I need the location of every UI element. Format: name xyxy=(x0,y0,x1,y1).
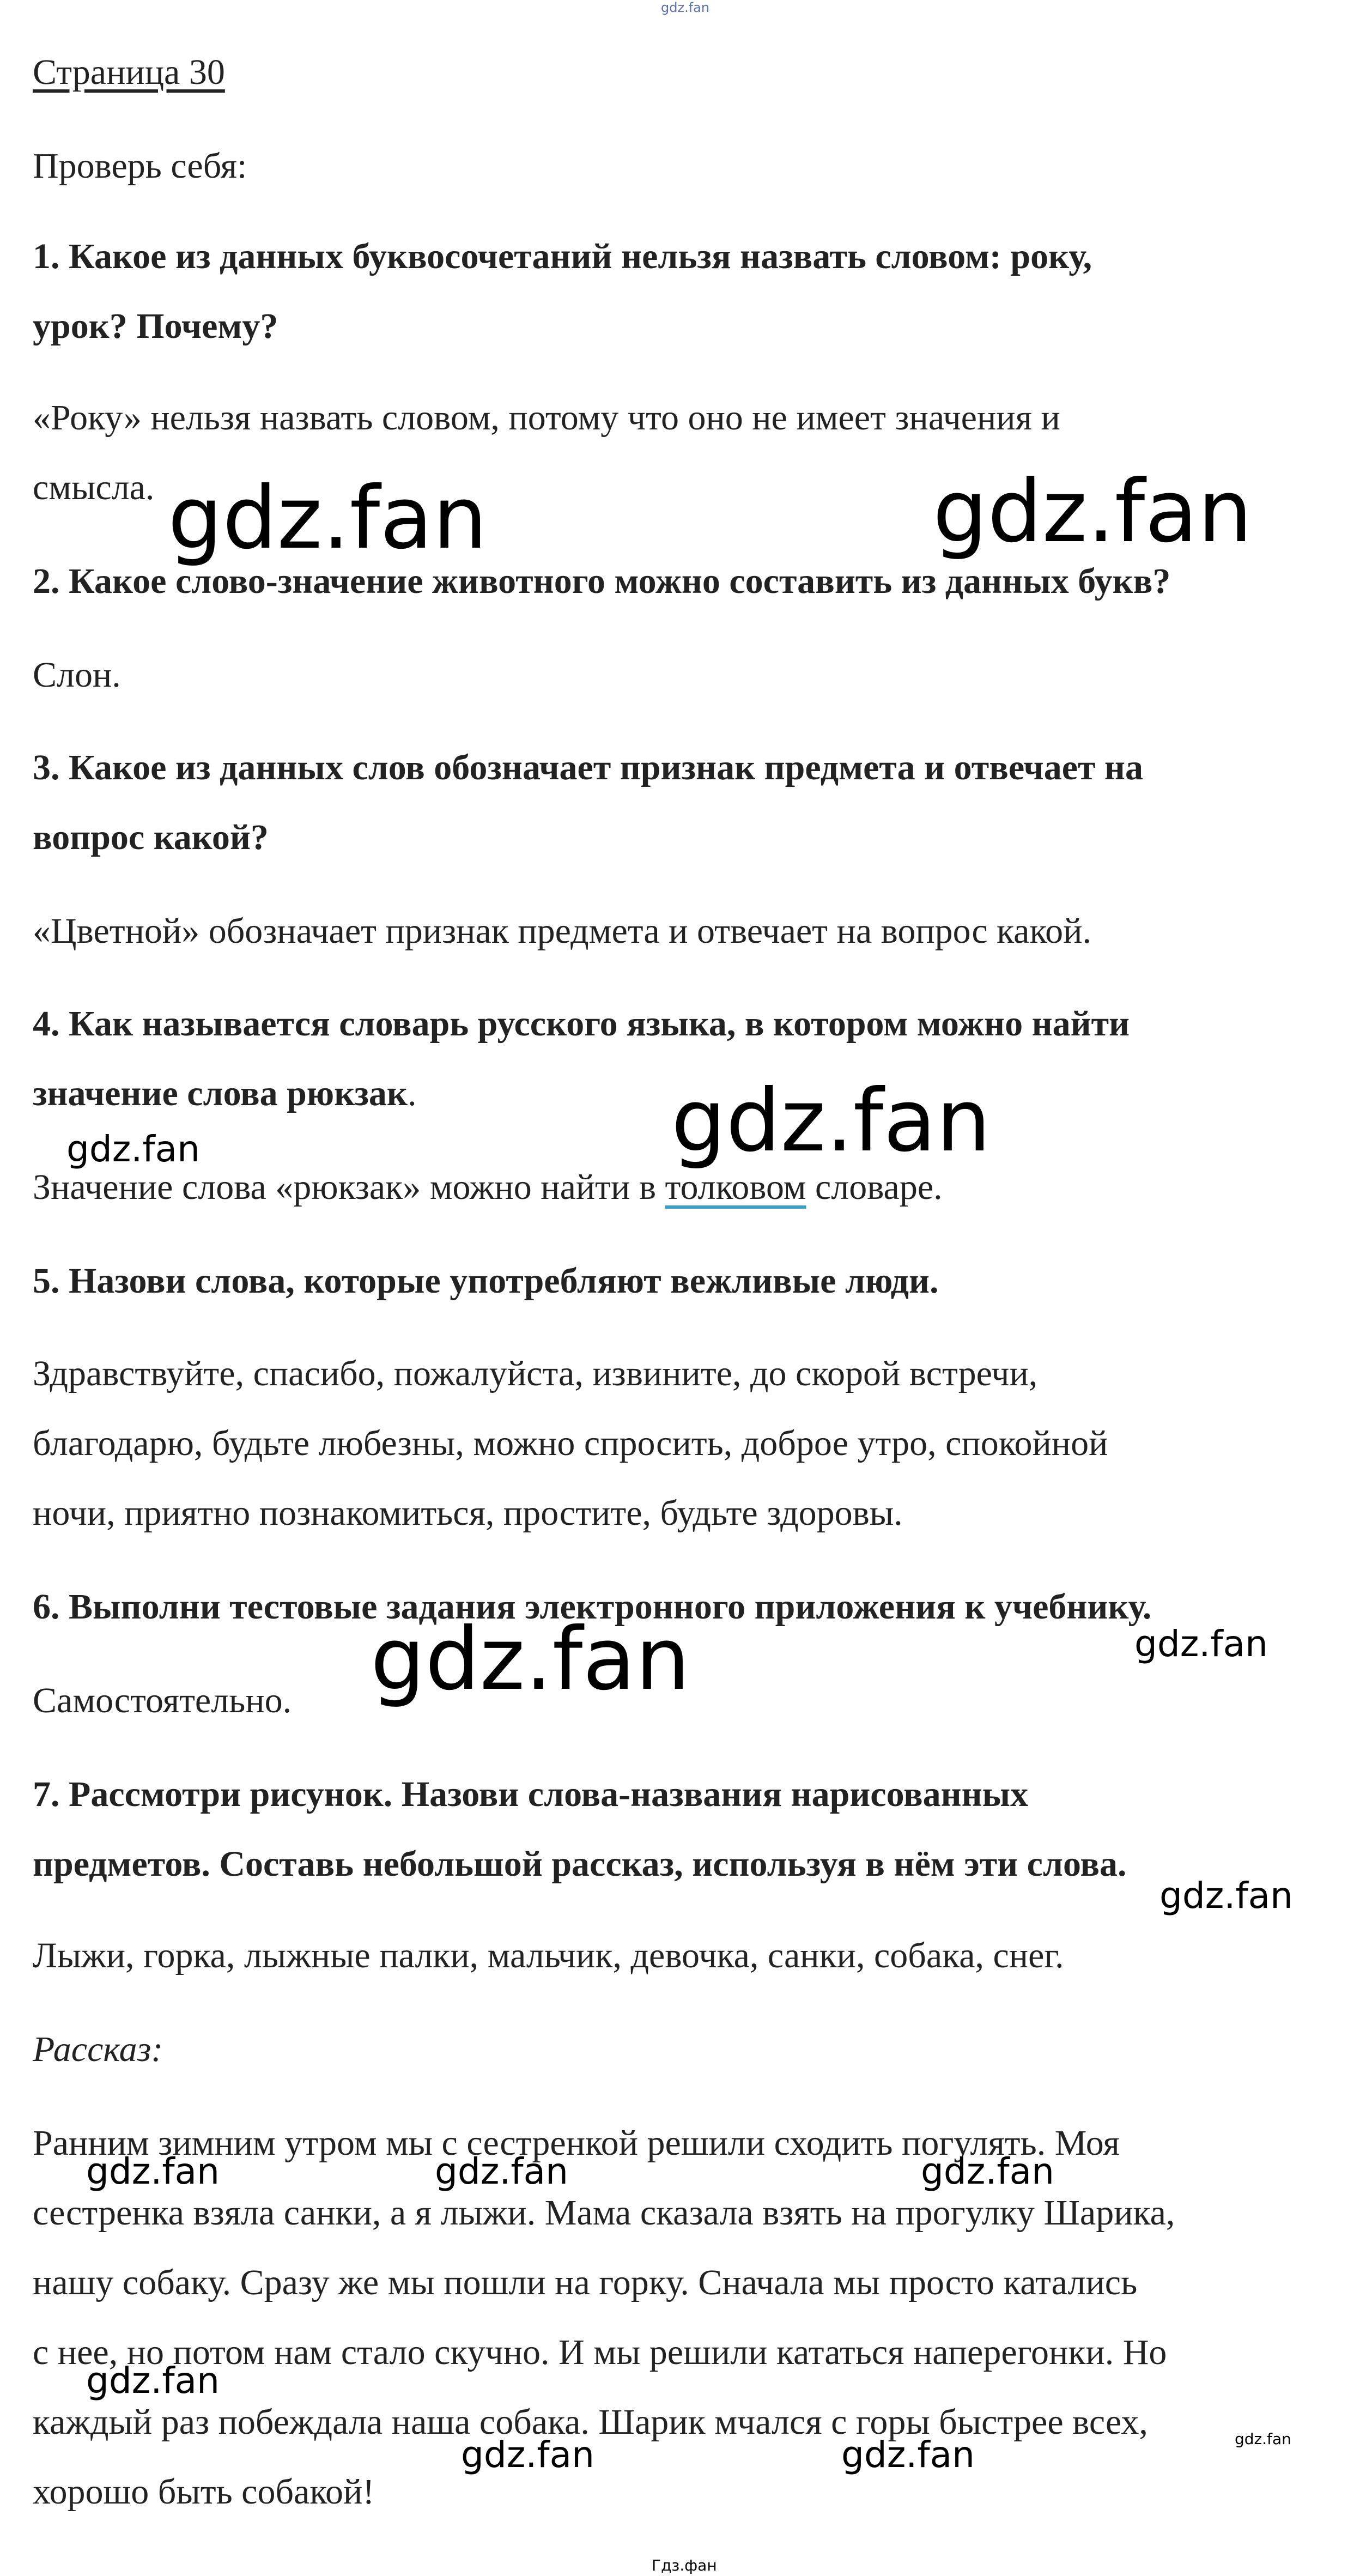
watermark-small: gdz.fan xyxy=(841,2434,975,2476)
question-4-text: значение слова рюкзак xyxy=(33,1074,408,1113)
page-title: Страница 30 xyxy=(33,52,225,92)
story-line-6: хорошо быть собакой! xyxy=(33,2472,375,2512)
answer-5-line-1: Здравствуйте, спасибо, пожалуйста, извините, до скорой встречи, xyxy=(33,1354,1038,1393)
answer-1-line-2: смысла. xyxy=(33,468,155,507)
question-4-period: . xyxy=(407,1074,417,1113)
question-5: 5. Назови слова, которые употребляют вежливые люди. xyxy=(33,1261,939,1301)
watermark-small: gdz.fan xyxy=(461,2434,594,2476)
watermark-tiny: gdz.fan xyxy=(1235,2430,1291,2448)
question-7-line-2: предметов. Составь небольшой рассказ, используя в нём эти слова. xyxy=(33,1844,1127,1884)
section-title: Проверь себя: xyxy=(33,146,247,186)
question-3-line-1: 3. Какое из данных слов обозначает признак предмета и отвечает на xyxy=(33,748,1143,787)
answer-4 xyxy=(33,1169,943,1205)
story-line-4: с нее, но потом нам стало скучно. И мы решили кататься наперегонки. Но xyxy=(33,2332,1167,2372)
answer-5-line-3: ночи, приятно познакомиться, простите, будьте здоровы. xyxy=(33,1493,903,1533)
answer-6: Самостоятельно. xyxy=(33,1681,292,1720)
story-heading: Рассказ: xyxy=(33,2029,163,2069)
answer-4-end: словаре. xyxy=(806,1167,943,1207)
watermark-small: gdz.fan xyxy=(86,2360,220,2402)
story-line-5: каждый раз побеждала наша собака. Шарик мчался с горы быстрее всех, xyxy=(33,2402,1148,2442)
question-1-line-1: 1. Какое из данных буквосочетаний нельзя назвать словом: року, xyxy=(33,237,1092,276)
watermark-small: gdz.fan xyxy=(1134,1623,1268,1665)
answer-5-line-2: благодарю, будьте любезны, можно спросить, доброе утро, спокойной xyxy=(33,1423,1108,1463)
answer-7-words: Лыжи, горка, лыжные палки, мальчик, девочка, санки, собака, снег. xyxy=(33,1936,1064,1975)
answer-3: «Цветной» обозначает признак предмета и отвечает на вопрос какой. xyxy=(33,911,1092,951)
footer-watermark: Гдз.фан xyxy=(652,2556,717,2574)
story-line-1: Ранним зимним утром мы с сестренкой решили сходить погулять. Моя xyxy=(33,2123,1120,2163)
watermark-small: gdz.fan xyxy=(435,2150,568,2192)
answer-4-link[interactable]: толковом xyxy=(665,1167,806,1207)
question-6: 6. Выполни тестовые задания электронного приложения к учебнику. xyxy=(33,1587,1152,1627)
question-4-line-1: 4. Как называется словарь русского языка, в котором можно найти xyxy=(33,1004,1130,1044)
watermark-large: gdz.fan xyxy=(168,468,488,568)
question-4-line-2 xyxy=(33,1076,416,1112)
watermark-small: gdz.fan xyxy=(66,1128,200,1170)
question-7-line-1: 7. Рассмотри рисунок. Назови слова-названия нарисованных xyxy=(33,1774,1029,1814)
story-line-3: нашу собаку. Сразу же мы пошли на горку. Сначала мы просто катались xyxy=(33,2263,1138,2302)
watermark-large: gdz.fan xyxy=(933,462,1253,562)
answer-4-start: Значение слова «рюкзак» можно найти в xyxy=(33,1167,665,1207)
story-line-2: сестренка взяла санки, а я лыжи. Мама сказала взять на прогулку Шарика, xyxy=(33,2193,1175,2233)
question-1-line-2: урок? Почему? xyxy=(33,306,278,346)
watermark-small: gdz.fan xyxy=(1159,1875,1293,1917)
answer-2: Слон. xyxy=(33,655,121,695)
answer-1-line-1: «Року» нельзя назвать словом, потому что оно не имеет значения и xyxy=(33,398,1060,438)
watermark-large: gdz.fan xyxy=(371,1609,690,1710)
watermark-small: gdz.fan xyxy=(86,2150,220,2192)
watermark-small: gdz.fan xyxy=(921,2150,1054,2192)
top-watermark: gdz.fan xyxy=(661,0,710,15)
watermark-large: gdz.fan xyxy=(671,1071,991,1171)
question-2: 2. Какое слово-значение животного можно составить из данных букв? xyxy=(33,561,1171,601)
question-3-line-2: вопрос какой? xyxy=(33,817,269,857)
